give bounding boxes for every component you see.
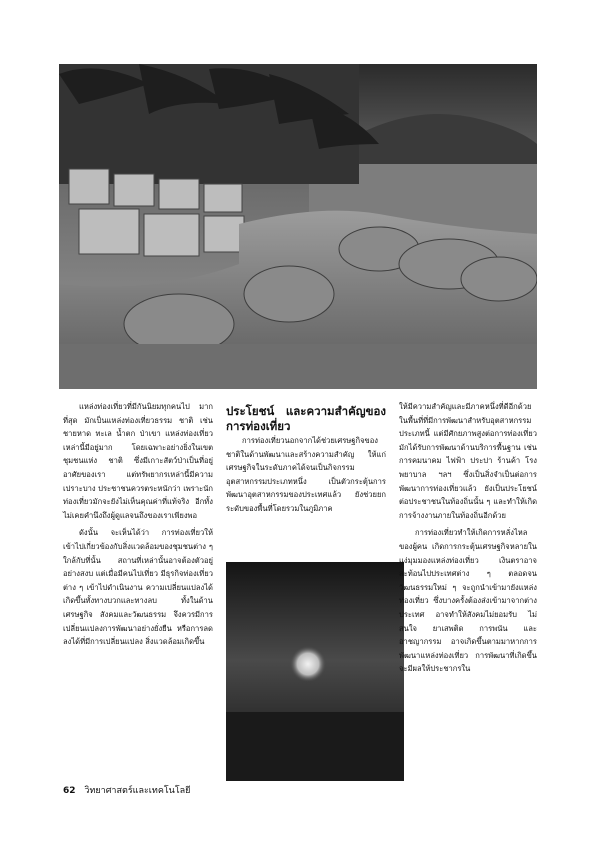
column3-paragraph-1: ให้มีความสำคัญและมีภาคหนึ่งที่ดีอีกด้วย ในพื้นที่ที่มีการพัฒนาสำหรับอุตสาหกรรมประเภทนี้ แต่มีศักยภาพสูงต่อการท่องเที่ยวมักได้รับการพัฒนาด้านบริการพื้นฐาน เช่น การคมนาคม ไฟฟ้า ประปา ร้านค้า โรงพยาบาล ฯลฯ ซึ่งเป็นสิ่งจำเป็นต่อการพัฒนาการท่องเที่ยวแล้ว ยังเป็นประโยชน์ต่อประชาชนในท้องถิ่นนั้น ๆ และทำให้เกิดการจ้างงานภายในท้องถิ่นอีกด้วย — [399, 402, 537, 520]
sunset-photo — [226, 562, 404, 781]
column3-paragraph-2: การท่องเที่ยวทำให้เกิดการหลั่งไหลของผู้คน เกิดการกระตุ้นเศรษฐกิจหลายในแง่มุมมองแหล่งท่องเที่ยว เงินตราอาจสะท้อนไปประเทศต่าง ๆ ตลอดจนวัฒนธรรมใหม่ ๆ จะถูกนำเข้ามายังแหล่งท่องเที่ยว ซึ่งบางครั้งต้องส่งเข้ามาจากต่างประเทศ อาจทำให้สังคมไม่ยอมรับ ไม่สนใจ ยาเสพติด การพนัน และอาชญากรรม อาจเกิดขึ้นตามมาหากการพัฒนาแหล่งท่องเที่ยว การพัฒนาที่เกิดขึ้นจะมีผลให้ประชากรใน — [399, 528, 537, 674]
column2-paragraph-1: การท่องเที่ยวนอกจากได้ช่วยเศรษฐกิจของชาติในด้านพัฒนาและสร้างความสำคัญ ให้แก่เศรษฐกิจในระดับภาคได้จนเป็นกิจกรรมอุตสาหกรรมประเภทหนึ่ง เป็นตัวกระตุ้นการพัฒนาอุตสาหกรรมของประเทศแล้ว ยังช่วยยกระดับของพื้นที่โดยรวมในภูมิภาค — [226, 436, 386, 513]
page-footer — [63, 783, 190, 797]
text-column-2 — [226, 404, 386, 516]
column1-paragraph-1: แหล่งท่องเที่ยวที่มีกันนิยมทุกคนไป มากที่สุด มักเป็นแหล่งท่องเที่ยวธรรม ชาติ เช่น ชายหาด ทะเล น้ำตก ป่าเขา แหล่งท่องเที่ยวเหล่านี้มีอยู่มาก โดยเฉพาะอย่างยิ่งในเขตชุมชนแห่ง ชาติ ซึ่งมีเกาะสัตว์ป่าเป็นที่อยู่อาศัยของเรา แต่ทรัพยากรเหล่านี้มีความเปราะบาง ประชาชนควรตระหนักว่า เพราะนักท่องเที่ยวมักจะยังไม่เห็นคุณค่าที่แท้จริง อีกทั้งไม่เคยคำนึงถึงผู้ดูแลจนถึงของเราเพียงพอ — [63, 402, 213, 520]
publication-name: วิทยาศาสตร์และเทคโนโลยี — [84, 786, 191, 796]
section-heading: ประโยชน์ และความสำคัญของการท่องเที่ยว — [226, 404, 386, 433]
page-number: 62 — [63, 786, 76, 796]
column1-paragraph-2: ดังนั้น จะเห็นได้ว่า การท่องเที่ยวให้เข้าไปเกี่ยวข้องกับสิ่งแวดล้อมของชุมชนต่าง ๆ ใกล้กับที่นั้น สถานที่เหล่านั้นอาจต้องตัวอยู่อย่างสงบ แต่เมื่อมีคนไปเที่ยว มีธุรกิจท่องเที่ยวต่าง ๆ เข้าไปดำเนินงาน ความเปลี่ยนแปลงได้เกิดขึ้นทั้งทางบวกและทางลบ ทั้งในด้านเศรษฐกิจ สังคมและวัฒนธรรม จึงควรมีการเปลี่ยนแปลงการพัฒนาอย่างยั่งยืน หรือการลดลงได้ที่มีการเปลี่ยนแปลง สิ่งแวดล้อมเกิดขึ้น — [63, 528, 213, 647]
text-column-3 — [399, 400, 537, 676]
text-column-1 — [63, 400, 213, 649]
beach-bungalows-photo — [59, 64, 537, 389]
